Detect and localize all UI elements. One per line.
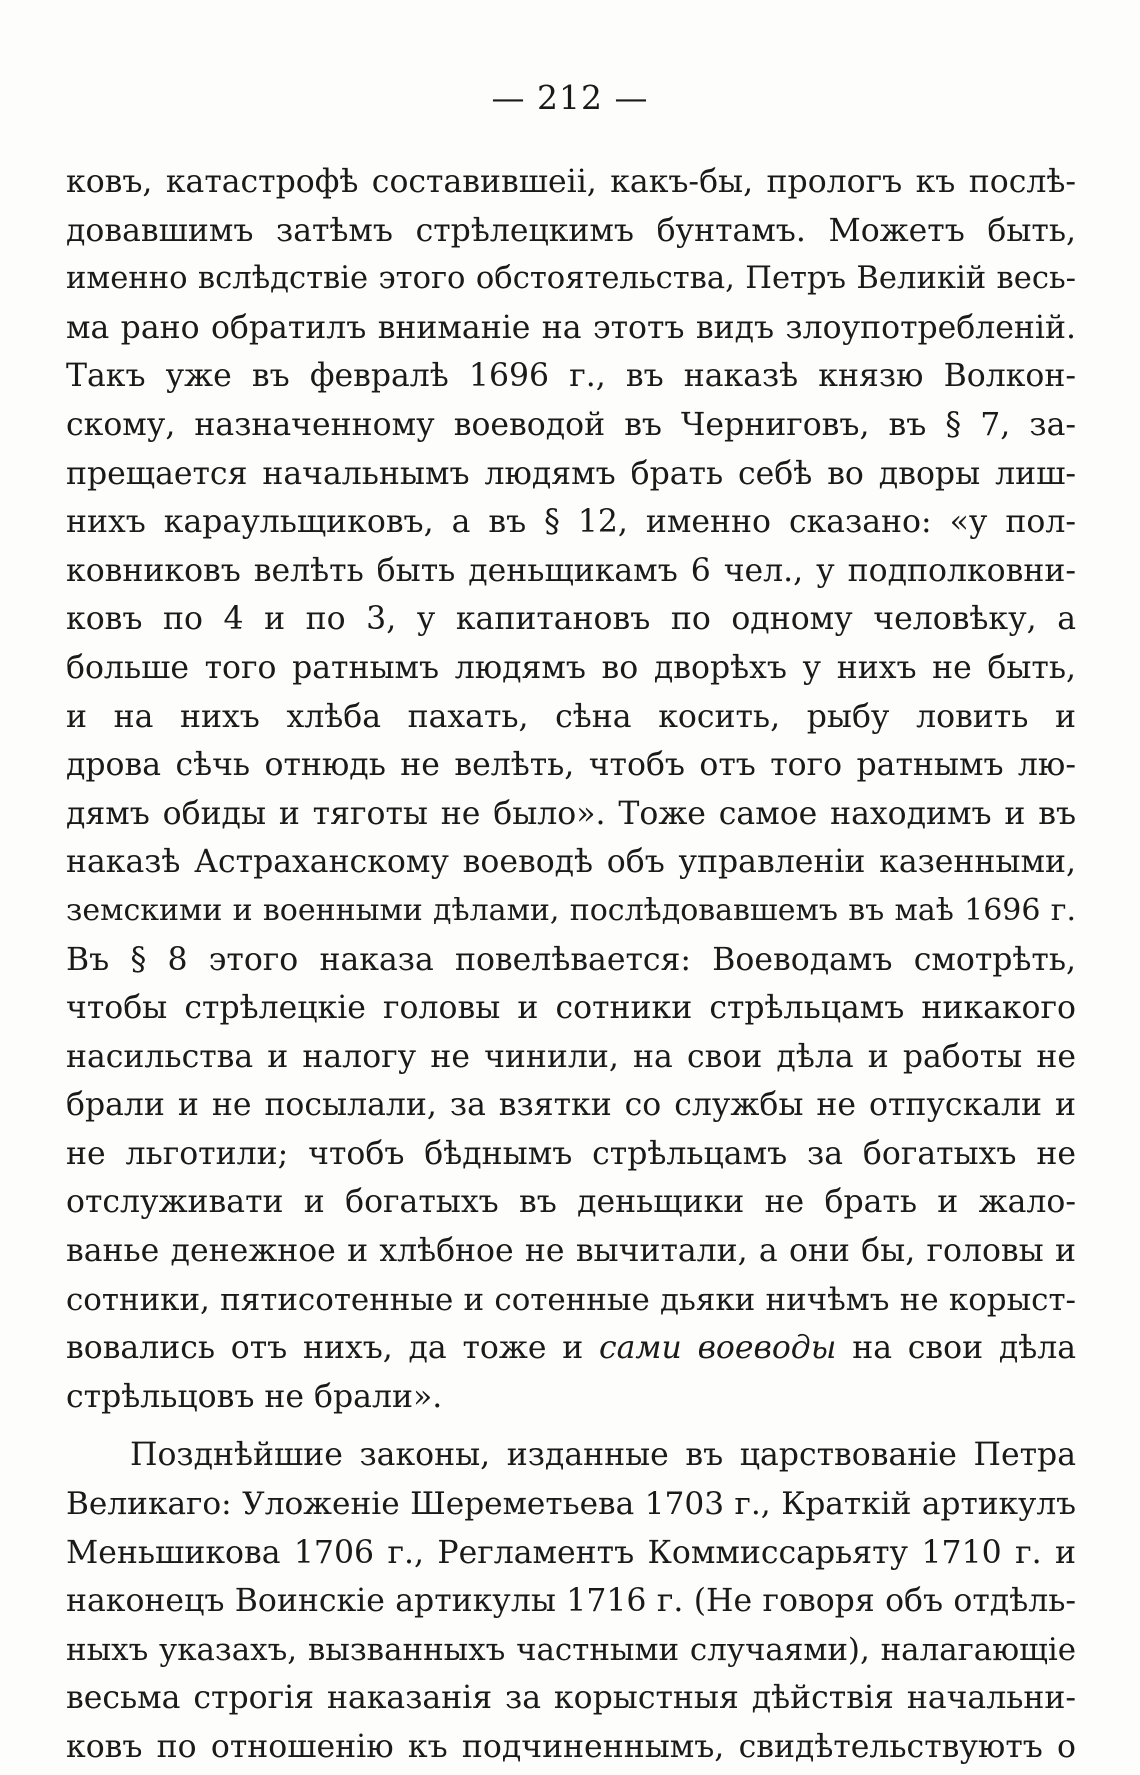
text-line: дямъ обиды и тяготы не было». Тоже самое находимъ и въ [66, 795, 1076, 832]
text-line: брали и не посылали, за взятки со службы не отпускали и [66, 1087, 1076, 1124]
text-line: дрова сѣчь отнюдь не велѣть, чтобъ отъ того ратнымъ лю- [66, 747, 1076, 784]
paragraph-end-line: стрѣльцовъ не брали». [66, 1378, 443, 1415]
text-line: ковниковъ велѣть быть деньщикамъ 6 чел., у подполковни- [66, 552, 1076, 589]
text-line: ныхъ указахъ, вызванныхъ частными случаями), налагающіе [66, 1631, 1076, 1668]
text-line: чтобы стрѣлецкіе головы и сотники стрѣльцамъ никакого [66, 990, 1076, 1027]
text-line: и на нихъ хлѣба пахать, сѣна косить, рыбу ловить и [66, 698, 1076, 735]
text-line: именно вслѣдствіе этого обстоятельства, Петръ Великій весь- [66, 261, 1076, 297]
text-line: весьма строгія наказанія за корыстныя дѣйствія начальни- [66, 1680, 1076, 1717]
text-line-with-italic [66, 1324, 1076, 1373]
text-line: ковъ, катастрофѣ составившеii, какъ-бы, прологъ къ послѣ- [66, 164, 1076, 200]
italic-phrase: сами воеводы [598, 1330, 837, 1367]
text-segment: вовались отъ нихъ, да тоже и [66, 1330, 599, 1367]
text-line: наказѣ Астраханскому воеводѣ объ управленіи казенными, [66, 844, 1076, 881]
text-line: больше того ратнымъ людямъ во дворѣхъ у нихъ не быть, [66, 649, 1076, 686]
text-segment: на свои дѣла [836, 1330, 1076, 1367]
text-line: не льготили; чтобъ бѣднымъ стрѣльцамъ за богатыхъ не [66, 1135, 1076, 1172]
text-line: Меньшикова 1706 г., Регламентъ Коммиссарьяту 1710 г. и [66, 1534, 1076, 1571]
text-line: нихъ караульщиковъ, а въ § 12, именно сказано: «у пол- [66, 504, 1076, 541]
page-number: — 212 — [491, 78, 649, 117]
text-line: отслуживати и богатыхъ въ деньщики не брать и жало- [66, 1184, 1076, 1221]
text-line: ковъ по 4 и по 3, у капитановъ по одному человѣку, а [66, 601, 1076, 638]
text-line: Въ § 8 этого наказа повелѣвается: Воеводамъ смотрѣть, [66, 941, 1076, 978]
text-line: сотники, пятисотенные и сотенные дьяки ничѣмъ не корыст- [66, 1281, 1076, 1318]
text-line: Великаго: Уложеніе Шереметьева 1703 г., Краткій артикулъ [66, 1486, 1076, 1523]
text-line: скому, назначенному воеводой въ Черниговъ, въ § 7, за- [66, 406, 1076, 443]
text-line: ковъ по отношенію къ подчиненнымъ, свидѣтельствуютъ о [66, 1729, 1076, 1765]
text-line: насильства и налогу не чинили, на свои дѣла и работы не [66, 1038, 1076, 1075]
text-line: Такъ уже въ февралѣ 1696 г., въ наказѣ князю Волкон- [66, 358, 1076, 395]
text-line: ванье денежное и хлѣбное не вычитали, а они бы, головы и [66, 1233, 1076, 1270]
text-line: наконецъ Воинскіе артикулы 1716 г. (Не говоря объ отдѣль- [66, 1583, 1076, 1620]
text-line: довавшимъ затѣмъ стрѣлецкимъ бунтамъ. Можетъ быть, [66, 212, 1076, 249]
text-line: прещается начальнымъ людямъ брать себѣ во дворы лиш- [66, 455, 1076, 492]
body-text [66, 158, 1076, 1772]
text-line: земскими и военными дѣлами, послѣдовавшемъ въ маѣ 1696 г. [66, 892, 1076, 928]
text-line: ма рано обратилъ вниманіе на этотъ видъ злоупотребленій. [66, 309, 1076, 346]
paragraph-start-line: Позднѣйшие законы, изданные въ царствованіе Петра [130, 1437, 1076, 1474]
